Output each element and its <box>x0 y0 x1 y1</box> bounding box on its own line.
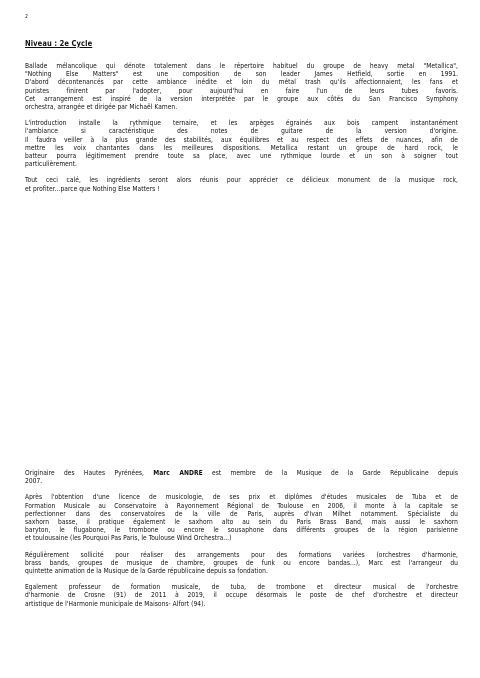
bio-line: quintette animation de la Musique de la Garde républicaine depuis sa fondation. <box>25 567 268 576</box>
description-paragraph <box>25 119 458 168</box>
description-line: puristes finirent par l'adopter, pour aujourd'hui en faire l'un de leurs tubes favoris. <box>25 86 458 95</box>
bio-intro-before: Originaire des Hautes Pyrénées, <box>25 469 144 477</box>
bio-intro-after: est membre de la Musique de la Garde Républicaine depuis <box>212 469 458 477</box>
bio-paragraphs <box>25 493 458 607</box>
bio-line: baryton, le flugabone, le trombone ou encore le sousaphone dans différents groupes de la région parisienne <box>25 526 458 535</box>
description-line: particulièrement. <box>25 160 77 169</box>
bio-paragraph <box>25 551 458 576</box>
bio-line: saxhorn basse, il pratique également le saxhorn alto au sein du Paris Brass Band, mais aussi le saxhorn <box>25 518 458 527</box>
arranger-name: Marc ANDRE <box>153 469 203 477</box>
bio-paragraph <box>25 493 458 542</box>
description-line: et profiter...parce que Nothing Else Matters ! <box>25 184 160 193</box>
description-line: Il faudra veiller à la plus grande des stabilités, aux équilibres et au respect des effets de nuances, afin de <box>25 135 458 144</box>
bio-line: d'harmonie de Crosne (91) de 2011 à 2019, il occupe désormais le poste de chef d'orchestre et directeur <box>25 591 458 600</box>
bio-intro-line: 2007. <box>25 477 43 486</box>
description-line: "Nothing Else Matters" est une composition de son leader James Hetfield, sortie en 1991. <box>25 70 458 79</box>
bio-line: artistique de l'Harmonie municipale de Maisons- Alfort (94). <box>25 599 206 608</box>
bio-intro-line <box>25 469 458 477</box>
description-line: Tout ceci calé, les ingrédients seront alors réunis pour apprécier ce délicieux monument de la musique rock, <box>25 176 458 185</box>
bio-intro-paragraph <box>25 469 458 485</box>
bio-line: Après l'obtention d'une licence de musicologie, de ses prix et diplômes d'études musicales de Tuba et de <box>25 493 458 502</box>
description-line: l'ambiance si caractéristique des notes de guitare de la version d'origine. <box>25 127 458 136</box>
description-line: orchestra, arrangée et dirigée par Michaël Kamen. <box>25 103 178 112</box>
bio-line: Egalement professeur de formation musicale, de tuba, de trombone et directeur musical de l'orchestre <box>25 583 458 592</box>
description-line: L'introduction installe la rythmique ternaire, et les arpèges égrainés aux bois campent instantanément <box>25 119 458 128</box>
piece-description <box>25 62 458 193</box>
description-line: mettre les voix chantantes dans les meilleures dispositions. Metallica restant un groupe de hard rock, le <box>25 143 458 152</box>
bio-line: Régulièrement sollicité pour réaliser des arrangements pour des formations variées (orchestres d'harmonie, <box>25 550 458 559</box>
bio-line: Formation Musicale au Conservatoire à Rayonnement Régional de Toulouse en 2006, il monte à la capitale se <box>25 501 458 510</box>
bio-paragraph <box>25 583 458 608</box>
description-line: D'abord décontenancés par cette ambiance inédite et loin du métal trash qu'ils affectionnaient, les fans et <box>25 78 458 87</box>
level-heading: Niveau : 2e Cycle <box>25 39 93 48</box>
page-number: 2 <box>25 14 28 20</box>
description-line: Ballade mélancolique qui dénote totalement dans le répertoire habituel du groupe de heavy metal "Metallica", <box>25 62 458 70</box>
bio-line: et toulousaine (les Pourquoi Pas Paris, le Toulouse Wind Orchestra...) <box>25 534 232 543</box>
bio-line: perfectionner dans des conservatoires de la ville de Paris, auprès d'Ivan Milhet notamment. Spécialiste du <box>25 509 458 518</box>
description-line: Cet arrangement est inspiré de la version interprétée par le groupe aux côtés du San Francisco Symphony <box>25 94 458 103</box>
bio-line: brass bands, groupes de musique de chambre, groupes de funk ou encore bandas...), Marc est l'arrangeur du <box>25 558 458 567</box>
arranger-biography <box>25 469 458 608</box>
description-paragraph <box>25 176 458 192</box>
description-paragraph <box>25 62 458 111</box>
description-line: batteur pourra légitimement prendre toute sa place, avec une rythmique lourde et un son à soigner tout <box>25 152 458 161</box>
